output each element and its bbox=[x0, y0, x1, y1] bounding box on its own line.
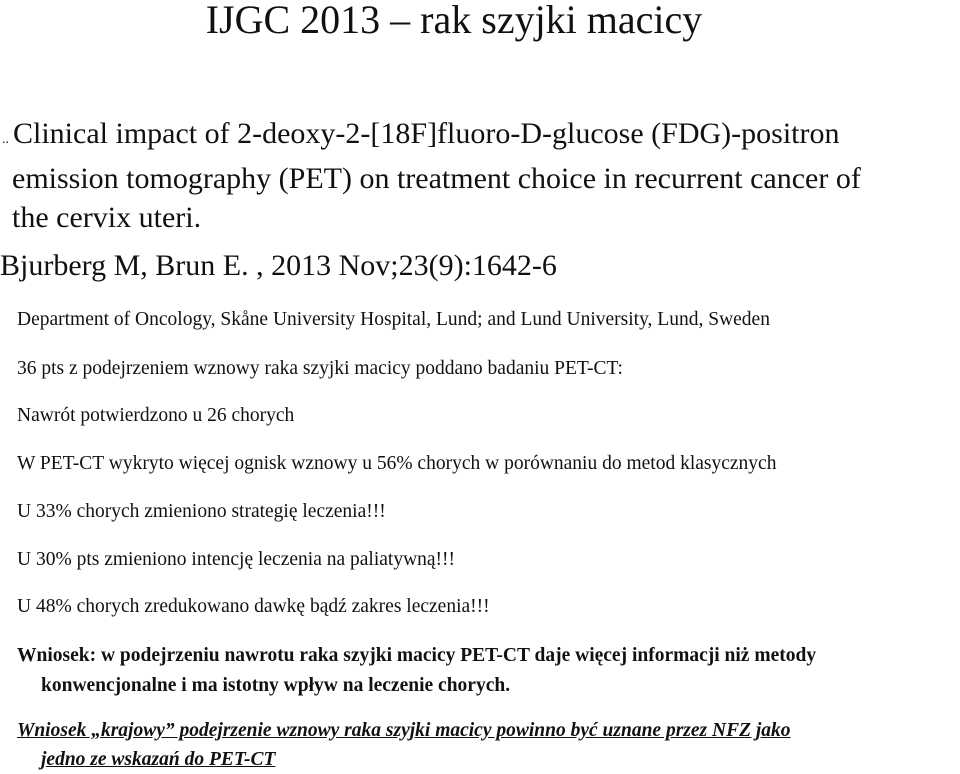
conclusion bbox=[17, 641, 816, 701]
article-title bbox=[0, 114, 861, 237]
affiliation: Department of Oncology, Skåne University Hospital, Lund; and Lund University, Lund, Sweden bbox=[17, 309, 770, 330]
finding-3: W PET-CT wykryto więcej ognisk wznowy u 56% chorych w porównaniu do metod klasycznych bbox=[17, 453, 777, 474]
slide-title: IJGC 2013 – rak szyjki macicy bbox=[205, 0, 703, 42]
finding-4: U 33% chorych zmieniono strategię leczenia!!! bbox=[17, 501, 386, 522]
national-conclusion-line-1: Wniosek „krajowy” podejrzenie wznowy raka szyjki macicy powinno być uznane przez NFZ jako bbox=[17, 720, 791, 741]
bullet-marker: .. bbox=[2, 132, 9, 147]
national-conclusion bbox=[17, 716, 791, 774]
article-title-line-2: emission tomography (PET) on treatment choice in recurrent cancer of bbox=[12, 162, 861, 195]
conclusion-line-2: konwencjonalne i ma istotny wpływ na leczenie chorych. bbox=[41, 675, 511, 696]
conclusion-line-1: Wniosek: w podejrzeniu nawrotu raka szyjki macicy PET-CT daje więcej informacji niż metody bbox=[17, 645, 817, 666]
article-title-line-1 bbox=[0, 114, 861, 159]
finding-6: U 48% chorych zredukowano dawkę bądź zakres leczenia!!! bbox=[17, 596, 490, 617]
national-conclusion-line-2: jedno ze wskazań do PET-CT bbox=[41, 749, 276, 770]
author-citation: Bjurberg M, Brun E. , 2013 Nov;23(9):1642-6 bbox=[0, 249, 557, 282]
finding-5: U 30% pts zmieniono intencję leczenia na paliatywną!!! bbox=[17, 549, 456, 570]
article-title-line-3: the cervix uteri. bbox=[12, 201, 202, 234]
finding-1: 36 pts z podejrzeniem wznowy raka szyjki macicy poddano badaniu PET-CT: bbox=[17, 358, 623, 379]
finding-2: Nawrót potwierdzono u 26 chorych bbox=[17, 405, 295, 426]
article-title-text-1: Clinical impact of 2-deoxy-2-[18F]fluoro-D-glucose (FDG)-positron bbox=[13, 117, 840, 150]
